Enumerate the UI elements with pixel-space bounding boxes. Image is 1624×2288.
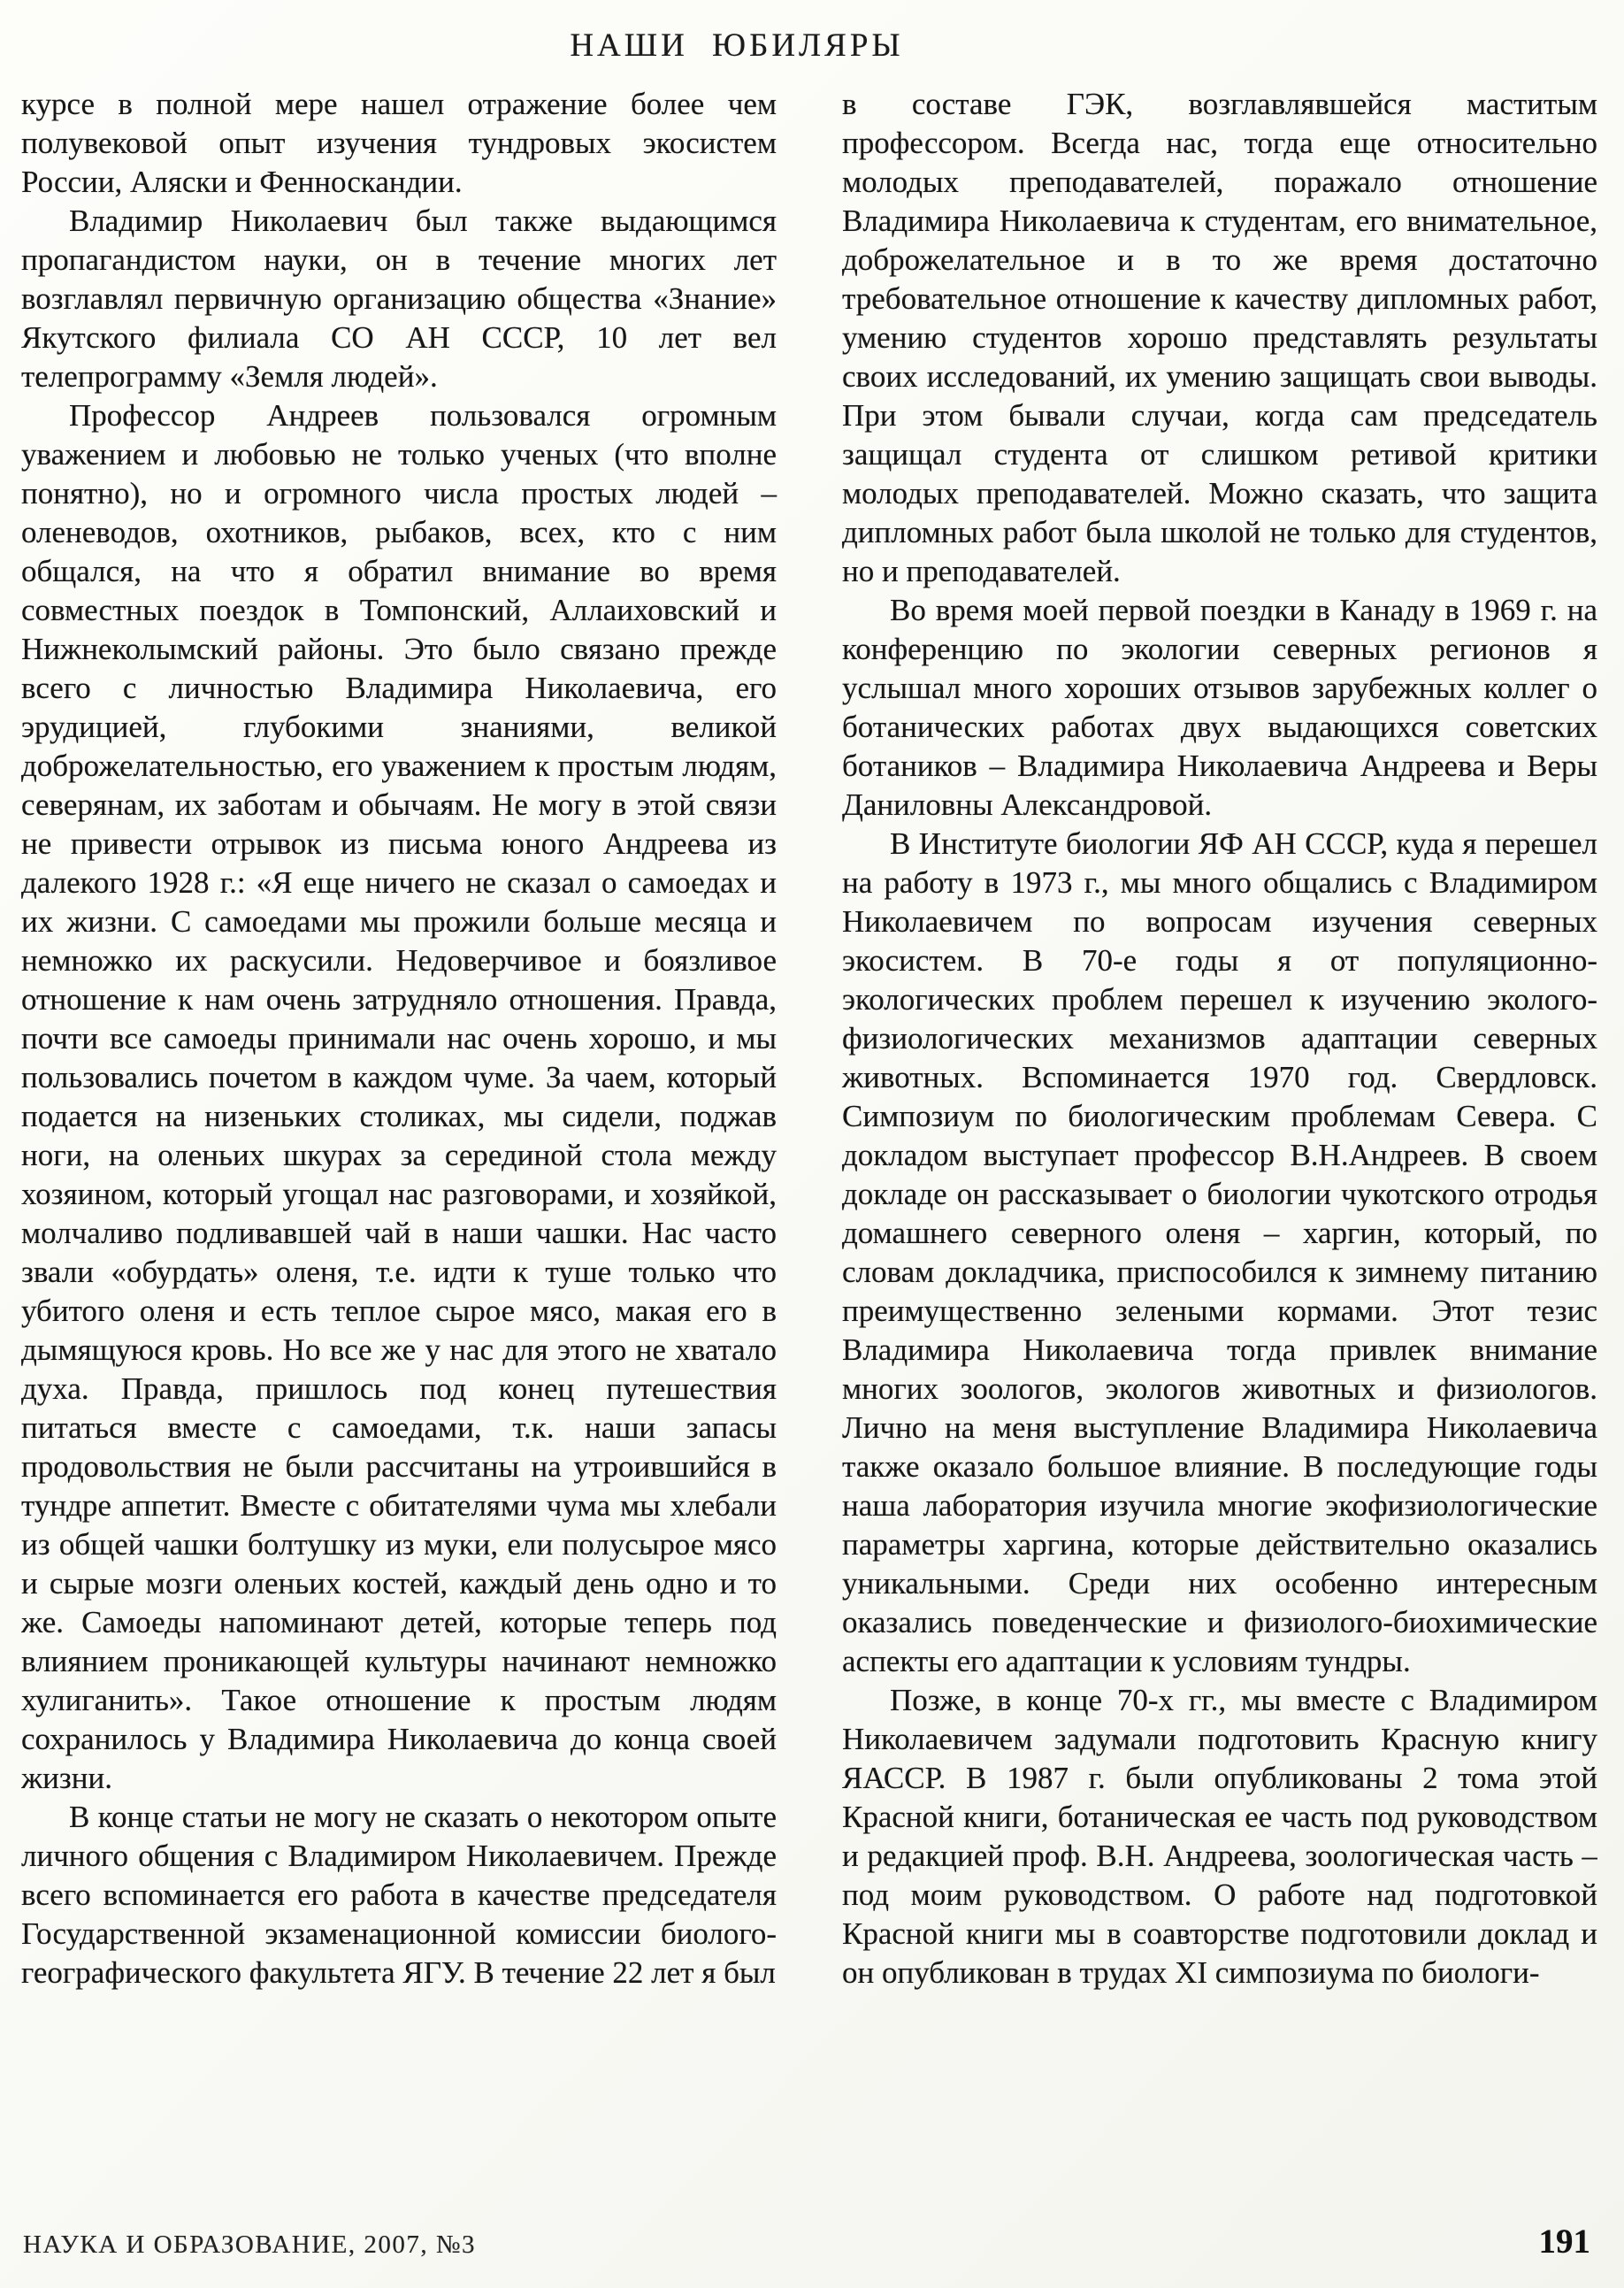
journal-info: НАУКА И ОБРАЗОВАНИЕ, 2007, №3 (23, 2230, 477, 2259)
page-header: НАШИ ЮБИЛЯРЫ (570, 27, 904, 64)
paragraph: Владимир Николаевич был также выдающимся пропагандистом науки, он в течение многих лет возглавлял первичную организацию общества «Знание» Якутского филиала СО АН СССР, 10 лет вел телепрограмму «Земля людей». (21, 203, 777, 394)
paragraph: Во время моей первой поездки в Канаду в 1969 г. на конференцию по экологии северных регионов я услышал много хороших отзывов зарубежных коллег о ботанических работах двух выдающихся советских ботаников – Владимира Николаевича Андреева и Веры Даниловны Александровой. (842, 593, 1597, 822)
page-footer (23, 2222, 1590, 2261)
paragraph: в составе ГЭК, возглавлявшейся маститым профессором. Всегда нас, тогда еще относительно молодых преподавателей, поражало отношение Владимира Николаевича к студентам, его внимательное, доброжелательное и в то же время достаточно требовательное отношение к качеству дипломных работ, умению студентов хорошо представлять результаты своих исследований, их умению защищать свои выводы. При этом бывали случаи, когда сам председатель защищал студента от слишком ретивой критики молодых преподавателей. Можно сказать, что защита дипломных работ была школой не только для студентов, но и преподавателей. (842, 87, 1597, 588)
right-column (842, 85, 1597, 2191)
text-columns (21, 85, 1597, 2191)
paragraph: В конце статьи не могу не сказать о некотором опыте личного общения с Владимиром Николаевичем. Прежде всего вспоминается его работа в качестве председателя Государственной экзаменационной комиссии биолого-географического факультета ЯГУ. В течение 22 лет я был (21, 1800, 777, 1990)
paragraph: Позже, в конце 70-х гг., мы вместе с Владимиром Николаевичем задумали подготовить Красную книгу ЯАССР. В 1987 г. были опубликованы 2 тома этой Красной книги, ботаническая ее часть под руководством и редакцией проф. В.Н. Андреева, зоологическая часть – под моим руководством. О работе над подготовкой Красной книги мы в соавторстве подготовили доклад и он опубликован в трудах XI симпозиума по биологи- (842, 1683, 1597, 1990)
paragraph: В Институте биологии ЯФ АН СССР, куда я перешел на работу в 1973 г., мы много общались с Владимиром Николаевичем по вопросам изучения северных экосистем. В 70-е годы я от популяционно-экологических проблем перешел к изучению эколого-физиологических механизмов адаптации северных животных. Вспоминается 1970 год. Свердловск. Симпозиум по биологическим проблемам Севера. С докладом выступает профессор В.Н.Андреев. В своем докладе он рассказывает о биологии чукотского отродья домашнего северного оленя – харгин, который, по словам докладчика, приспособился к зимнему питанию преимущественно зелеными кормами. Этот тезис Владимира Николаевича тогда привлек внимание многих зоологов, экологов животных и физиологов. Лично на меня выступление Владимира Николаевича также оказало большое влияние. В последующие годы наша лаборатория изучила многие экофизиологические параметры харгина, которые действительно оказались уникальными. Среди них особенно интересным оказались поведенческие и физиолого-биохимические аспекты его адаптации к условиям тундры. (842, 826, 1597, 1678)
left-column (21, 85, 777, 2191)
paragraph: курсе в полной мере нашел отражение более чем полувековой опыт изучения тундровых экосистем России, Аляски и Фенноскандии. (21, 87, 777, 199)
paragraph: Профессор Андреев пользовался огромным уважением и любовью не только ученых (что вполне понятно), но и огромного числа простых людей – оленеводов, охотников, рыбаков, всех, кто с ним общался, на что я обратил внимание во время совместных поездок в Томпонский, Аллаиховский и Нижнеколымский районы. Это было связано прежде всего с личностью Владимира Николаевича, его эрудицией, глубокими знаниями, великой доброжелательностью, его уважением к простым людям, северянам, их заботам и обычаям. Не могу в этой связи не привести отрывок из письма юного Андреева из далекого 1928 г.: «Я еще ничего не сказал о самоедах и их жизни. С самоедами мы прожили больше месяца и немножко их раскусили. Недоверчивое и боязливое отношение к нам очень затрудняло отношения. Правда, почти все самоеды принимали нас очень хорошо, и мы пользовались почетом в каждом чуме. За чаем, который подается на низеньких столиках, мы сидели, поджав ноги, на оленьих шкурах за серединой стола между хозяином, который угощал нас разговорами, и хозяйкой, молчаливо подливавшей чай в наши чашки. Нас часто звали «обурдать» оленя, т.е. идти к туше только что убитого оленя и есть теплое сырое мясо, макая его в дымящуюся кровь. Но все же у нас для этого не хватало духа. Правда, пришлось под конец путешествия питаться вместе с самоедами, т.к. наши запасы продовольствия не были рассчитаны на утроившийся в тундре аппетит. Вместе с обитателями чума мы хлебали из общей чашки болтушку из муки, ели полусырое мясо и сырые мозги оленьих костей, каждый день одно и то же. Самоеды напоминают детей, которые теперь под влиянием проникающей культуры начинают немножко хулиганить». Такое отношение к простым людям сохранилось у Владимира Николаевича до конца своей жизни. (21, 398, 777, 1795)
page-number: 191 (1538, 2223, 1590, 2261)
